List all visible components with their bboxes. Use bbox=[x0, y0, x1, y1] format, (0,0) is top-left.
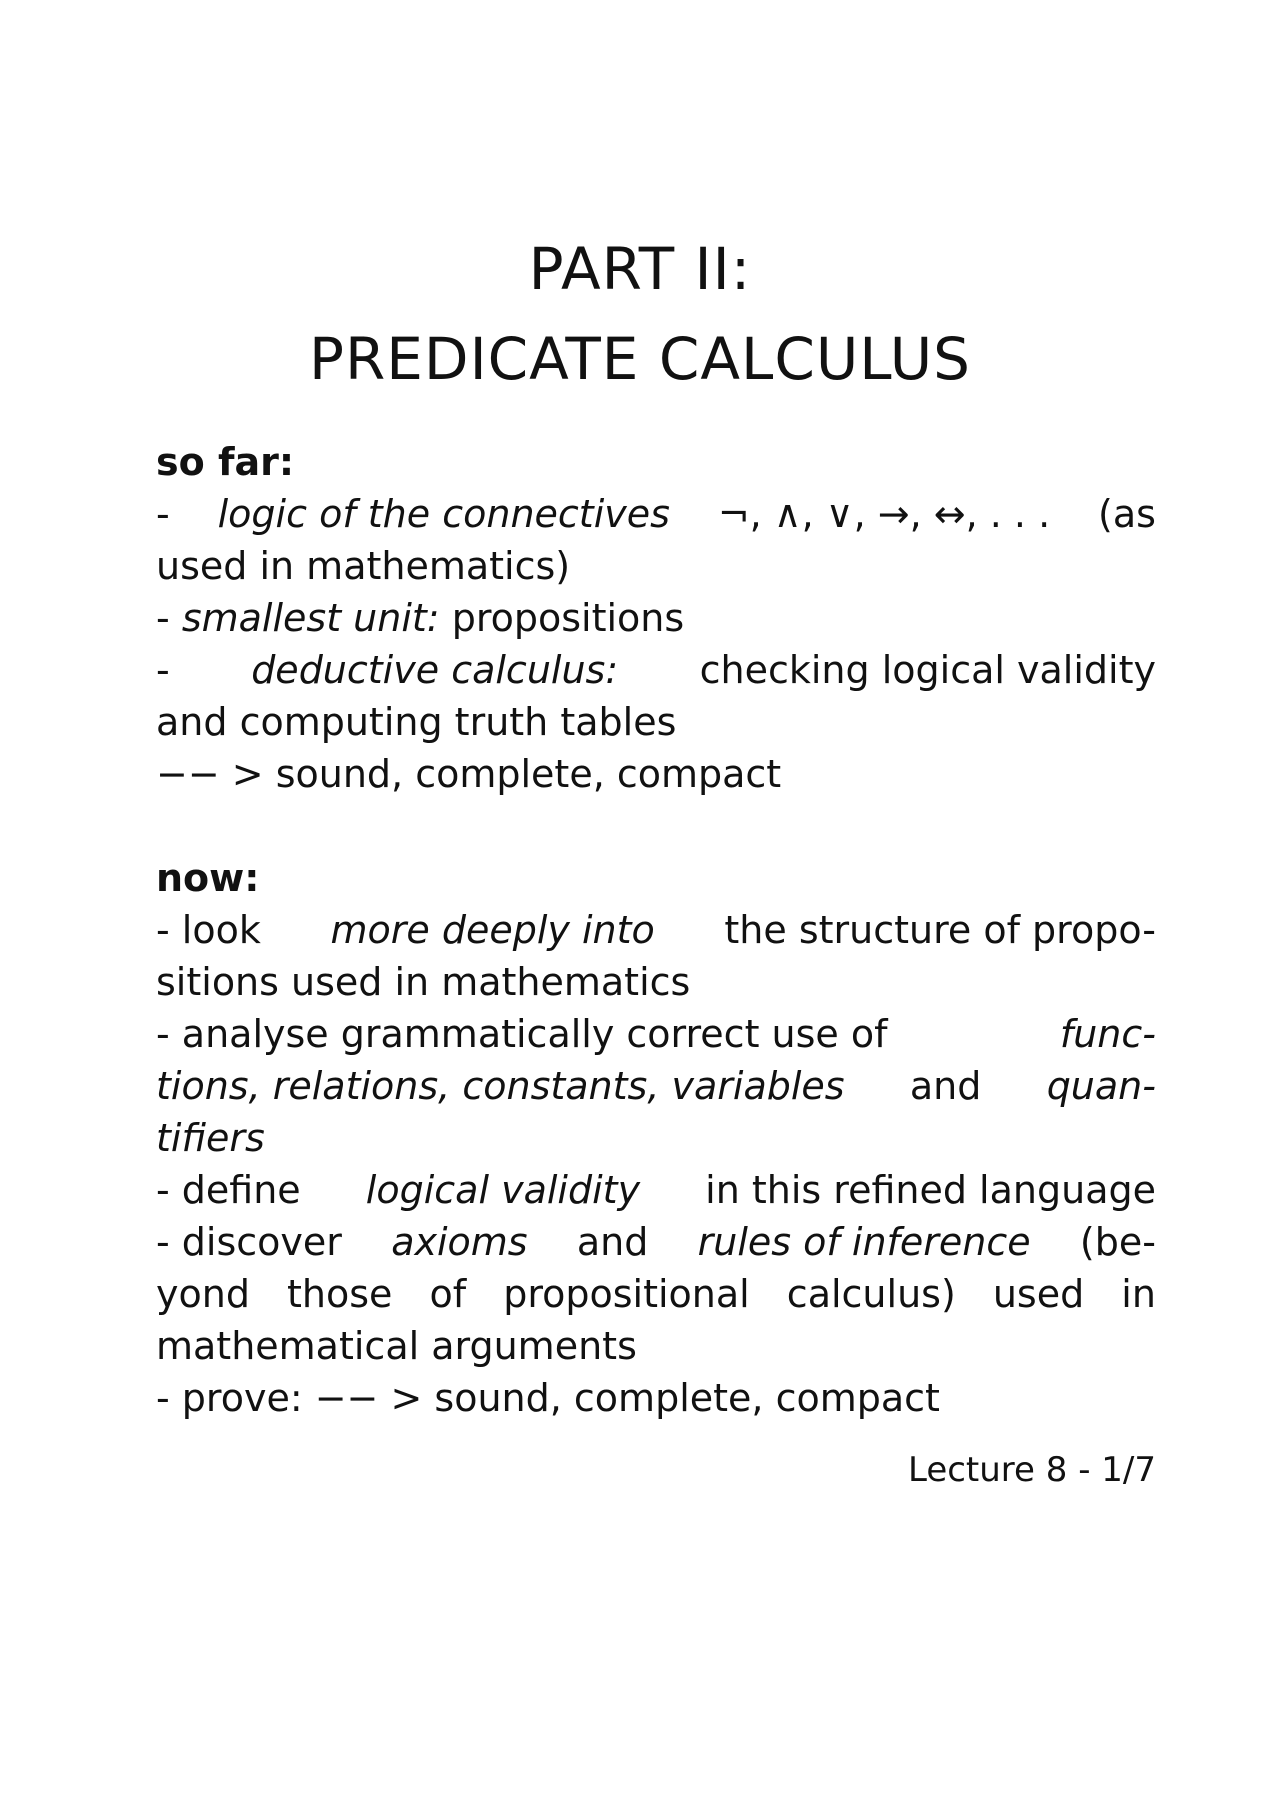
word: those bbox=[287, 1272, 393, 1316]
text: - analyse grammatically correct use of bbox=[156, 1012, 888, 1056]
word: calculus) bbox=[786, 1272, 956, 1316]
text: - prove: bbox=[156, 1376, 303, 1420]
text: and bbox=[576, 1220, 649, 1264]
emphasis: func- bbox=[1059, 1012, 1156, 1056]
now-item-analyse-cont bbox=[156, 1060, 1156, 1112]
title-line-1: PART II: bbox=[528, 235, 752, 303]
so-far-item-deductive bbox=[156, 644, 1156, 696]
emphasis: more deeply into bbox=[330, 908, 655, 952]
now-heading: now: bbox=[156, 856, 260, 900]
so-far-heading: so far: bbox=[156, 440, 295, 484]
now-item-define bbox=[156, 1164, 1156, 1216]
word: in bbox=[1121, 1272, 1156, 1316]
text: - look bbox=[156, 908, 261, 952]
now-item-discover bbox=[156, 1216, 1156, 1268]
spacer bbox=[156, 800, 1156, 852]
now-item-prove bbox=[156, 1372, 1156, 1424]
now-item-discover-cont-2: mathematical arguments bbox=[156, 1324, 637, 1368]
text: - discover bbox=[156, 1220, 342, 1264]
arrow: −− > bbox=[314, 1376, 423, 1420]
text: propositions bbox=[451, 596, 685, 640]
text: - define bbox=[156, 1168, 301, 1212]
now-item-look-cont: sitions used in mathematics bbox=[156, 960, 691, 1004]
dash: - bbox=[156, 648, 170, 692]
text: the structure of propo- bbox=[724, 908, 1156, 952]
text: and bbox=[909, 1064, 982, 1108]
so-far-item-connectives-cont: used in mathematics) bbox=[156, 544, 571, 588]
title-line-2: PREDICATE CALCULUS bbox=[308, 325, 971, 393]
emphasis: rules of inference bbox=[697, 1220, 1031, 1264]
text: sound, complete, compact bbox=[434, 1376, 940, 1420]
text: (as bbox=[1098, 492, 1156, 536]
emphasis: deductive calculus: bbox=[251, 648, 619, 692]
word: of bbox=[429, 1272, 467, 1316]
emphasis: quan- bbox=[1046, 1064, 1156, 1108]
so-far-item-unit bbox=[156, 592, 1156, 644]
emphasis: smallest unit: bbox=[181, 596, 440, 640]
word: yond bbox=[156, 1272, 250, 1316]
so-far-item-connectives bbox=[156, 488, 1156, 540]
now-item-analyse-cont-2 bbox=[156, 1112, 1156, 1164]
emphasis: logical validity bbox=[365, 1168, 641, 1212]
so-far-conclusion bbox=[156, 748, 1156, 800]
dash: - bbox=[156, 492, 170, 536]
slide-body bbox=[156, 436, 1156, 1424]
emphasis: axioms bbox=[391, 1220, 528, 1264]
text: sound, complete, compact bbox=[275, 752, 782, 796]
now-item-look bbox=[156, 904, 1156, 956]
so-far-item-deductive-cont: and computing truth tables bbox=[156, 700, 677, 744]
now-item-discover-cont bbox=[156, 1268, 1156, 1320]
word: used bbox=[992, 1272, 1085, 1316]
text: checking logical validity bbox=[699, 648, 1156, 692]
text: in this refined language bbox=[705, 1168, 1156, 1212]
emphasis: tifiers bbox=[156, 1116, 265, 1160]
word: propositional bbox=[503, 1272, 750, 1316]
emphasis: logic of the connectives bbox=[217, 492, 670, 536]
arrow: −− > bbox=[156, 752, 264, 796]
page-footer: Lecture 8 - 1/7 bbox=[907, 1450, 1156, 1490]
now-item-analyse bbox=[156, 1008, 1156, 1060]
text: (be- bbox=[1079, 1220, 1156, 1264]
dash: - bbox=[156, 596, 170, 640]
emphasis: tions, relations, constants, variables bbox=[156, 1064, 845, 1108]
connective-symbols: ¬, ∧, ∨, →, ↔, . . . bbox=[717, 492, 1051, 536]
